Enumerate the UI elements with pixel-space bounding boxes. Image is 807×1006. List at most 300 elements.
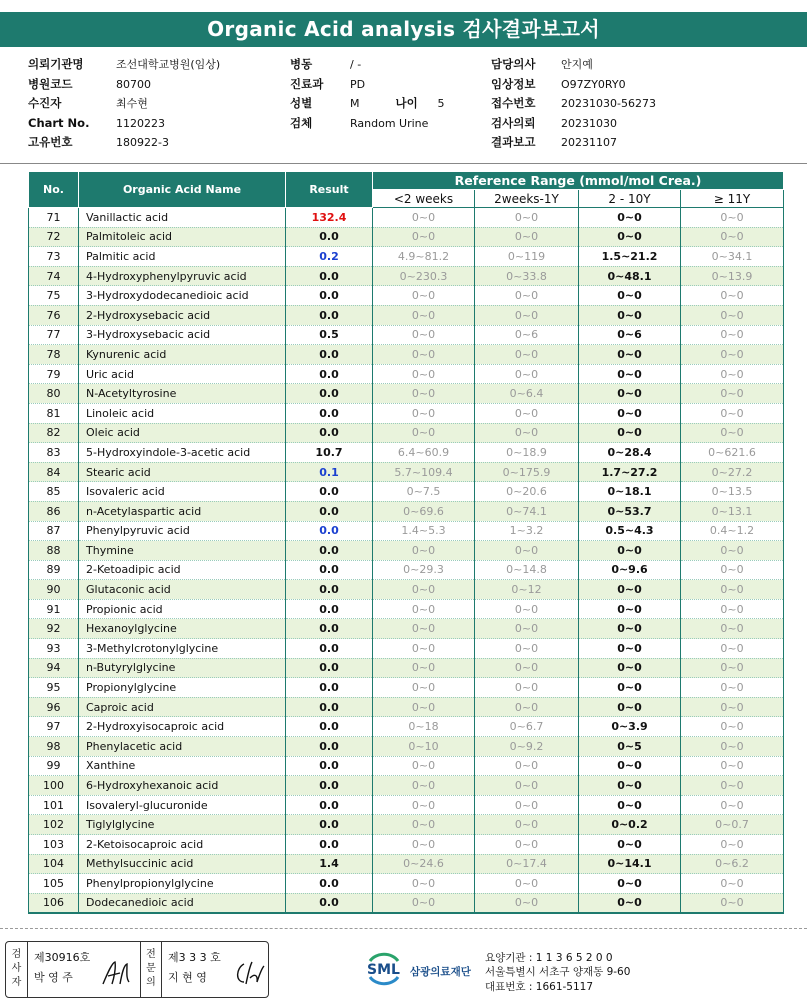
ref-under-2-weeks: 0~0 <box>373 619 475 639</box>
signature-block <box>5 941 269 998</box>
phone-number: 대표번호 : 1661-5117 <box>485 980 594 993</box>
stamp-label-text: 검사자 <box>11 949 22 988</box>
stamp-label-text: 전문의 <box>146 949 156 988</box>
result-value: 0.0 <box>286 227 373 247</box>
result-value: 0.0 <box>286 266 373 286</box>
result-value: 0.0 <box>286 756 373 776</box>
info-row <box>491 75 656 95</box>
contact-info <box>485 951 630 994</box>
result-value: 10.7 <box>286 443 373 463</box>
ref-2weeks-1y: 0~0 <box>475 815 579 835</box>
row-number: 104 <box>29 854 79 874</box>
table-row <box>29 286 784 306</box>
info-row <box>491 94 656 114</box>
ref-over-11y: 0~0 <box>681 423 784 443</box>
col-header-no: No. <box>29 172 79 208</box>
info-row <box>28 94 220 114</box>
row-number: 81 <box>29 403 79 423</box>
row-number: 95 <box>29 678 79 698</box>
ref-2weeks-1y: 1~3.2 <box>475 521 579 541</box>
table-row <box>29 658 784 678</box>
ref-2-10y: 0~0 <box>579 835 681 855</box>
row-number: 71 <box>29 208 79 228</box>
acid-name: Phenylpyruvic acid <box>79 521 286 541</box>
results-table <box>28 171 784 914</box>
acid-name: 2-Ketoisocaproic acid <box>79 835 286 855</box>
ref-over-11y: 0~13.5 <box>681 482 784 502</box>
acid-name: Vanillactic acid <box>79 208 286 228</box>
row-number: 105 <box>29 874 79 894</box>
ref-under-2-weeks: 0~0 <box>373 835 475 855</box>
ref-over-11y: 0~0 <box>681 658 784 678</box>
table-row <box>29 305 784 325</box>
ref-under-2-weeks: 0~0 <box>373 776 475 796</box>
ref-over-11y: 0~13.1 <box>681 501 784 521</box>
ref-2-10y: 0~6 <box>579 325 681 345</box>
col-header-reference: Reference Range (mmol/mol Crea.) <box>373 172 784 190</box>
ref-2-10y: 0~0 <box>579 776 681 796</box>
result-value: 0.0 <box>286 384 373 404</box>
result-value: 0.2 <box>286 247 373 267</box>
info-value: M <box>350 97 360 110</box>
result-value: 132.4 <box>286 208 373 228</box>
ref-2weeks-1y: 0~175.9 <box>475 462 579 482</box>
ref-under-2-weeks: 0~0 <box>373 305 475 325</box>
table-row <box>29 247 784 267</box>
info-label: 진료과 <box>290 76 324 91</box>
ref-under-2-weeks: 0~0 <box>373 756 475 776</box>
ref-under-2-weeks: 0~0 <box>373 325 475 345</box>
ref-col-2-10y: 2 - 10Y <box>579 190 681 208</box>
table-row <box>29 854 784 874</box>
ref-2-10y: 0~0 <box>579 227 681 247</box>
ref-2weeks-1y: 0~0 <box>475 208 579 228</box>
info-row <box>28 75 220 95</box>
specialist-name: 지 현 영 <box>168 971 207 984</box>
table-row <box>29 619 784 639</box>
result-value: 0.0 <box>286 541 373 561</box>
specialist-signature <box>232 958 266 988</box>
acid-name: Stearic acid <box>79 462 286 482</box>
info-label: 의뢰기관명 <box>28 57 84 71</box>
table-row <box>29 443 784 463</box>
ref-col-2weeks-1y: 2weeks-1Y <box>475 190 579 208</box>
row-number: 94 <box>29 658 79 678</box>
ref-over-11y: 0~13.9 <box>681 266 784 286</box>
ref-2-10y: 0~53.7 <box>579 501 681 521</box>
table-row <box>29 560 784 580</box>
ref-under-2-weeks: 0~0 <box>373 403 475 423</box>
result-value: 0.0 <box>286 717 373 737</box>
ref-col-under-2-weeks: <2 weeks <box>373 190 475 208</box>
ref-over-11y: 0~0 <box>681 619 784 639</box>
result-value: 0.0 <box>286 874 373 894</box>
ref-2weeks-1y: 0~74.1 <box>475 501 579 521</box>
info-value: 최수현 <box>116 97 148 110</box>
result-value: 0.0 <box>286 737 373 757</box>
ref-2-10y: 0~0 <box>579 619 681 639</box>
info-column-1 <box>28 55 220 153</box>
specialist-label <box>140 942 162 997</box>
age-value: 5 <box>437 97 445 110</box>
ref-under-2-weeks: 0~69.6 <box>373 501 475 521</box>
row-number: 88 <box>29 541 79 561</box>
table-row <box>29 482 784 502</box>
ref-under-2-weeks: 0~0 <box>373 227 475 247</box>
ref-over-11y: 0~27.2 <box>681 462 784 482</box>
acid-name: N-Acetyltyrosine <box>79 384 286 404</box>
row-number: 84 <box>29 462 79 482</box>
ref-under-2-weeks: 0~18 <box>373 717 475 737</box>
ref-under-2-weeks: 1.4~5.3 <box>373 521 475 541</box>
ref-over-11y: 0~0 <box>681 286 784 306</box>
ref-over-11y: 0~6.2 <box>681 854 784 874</box>
ref-over-11y: 0~0 <box>681 835 784 855</box>
info-value: 20231030-56273 <box>561 97 656 110</box>
info-value: 180922-3 <box>116 136 169 149</box>
info-label: 임상정보 <box>491 76 536 91</box>
result-value: 0.0 <box>286 815 373 835</box>
row-number: 73 <box>29 247 79 267</box>
acid-name: Tiglylglycine <box>79 815 286 835</box>
table-row <box>29 521 784 541</box>
ref-2-10y: 0~0 <box>579 795 681 815</box>
ref-over-11y: 0~0 <box>681 737 784 757</box>
ref-2-10y: 1.7~27.2 <box>579 462 681 482</box>
acid-name: Uric acid <box>79 364 286 384</box>
ref-under-2-weeks: 0~0 <box>373 697 475 717</box>
acid-name: n-Acetylaspartic acid <box>79 501 286 521</box>
row-number: 90 <box>29 580 79 600</box>
ref-over-11y: 0~621.6 <box>681 443 784 463</box>
table-row <box>29 835 784 855</box>
ref-2-10y: 0~0 <box>579 286 681 306</box>
ref-over-11y: 0~0 <box>681 697 784 717</box>
row-number: 78 <box>29 345 79 365</box>
info-label: 검사의뢰 <box>491 115 536 130</box>
ref-2weeks-1y: 0~0 <box>475 874 579 894</box>
table-row <box>29 423 784 443</box>
table-row <box>29 541 784 561</box>
info-label: 수진자 <box>28 96 62 110</box>
ref-over-11y: 0~0 <box>681 717 784 737</box>
acid-name: Glutaconic acid <box>79 580 286 600</box>
result-value: 0.0 <box>286 521 373 541</box>
ref-under-2-weeks: 0~29.3 <box>373 560 475 580</box>
ref-over-11y: 0~0 <box>681 776 784 796</box>
ref-2weeks-1y: 0~33.8 <box>475 266 579 286</box>
examiner-signature <box>100 958 134 988</box>
row-number: 79 <box>29 364 79 384</box>
ref-2-10y: 0~48.1 <box>579 266 681 286</box>
sml-logo <box>364 947 476 989</box>
age-label: 나이 <box>395 96 418 110</box>
ref-2weeks-1y: 0~17.4 <box>475 854 579 874</box>
acid-name: 6-Hydroxyhexanoic acid <box>79 776 286 796</box>
acid-name: 5-Hydroxyindole-3-acetic acid <box>79 443 286 463</box>
ref-over-11y: 0~0 <box>681 639 784 659</box>
footer-divider <box>0 928 807 929</box>
result-value: 0.0 <box>286 835 373 855</box>
ref-under-2-weeks: 0~10 <box>373 737 475 757</box>
ref-over-11y: 0~0 <box>681 364 784 384</box>
info-row <box>28 133 220 153</box>
row-number: 77 <box>29 325 79 345</box>
info-column-3 <box>491 55 656 153</box>
ref-over-11y: 0~34.1 <box>681 247 784 267</box>
col-header-name: Organic Acid Name <box>79 172 286 208</box>
row-number: 103 <box>29 835 79 855</box>
result-value: 0.0 <box>286 776 373 796</box>
ref-2weeks-1y: 0~20.6 <box>475 482 579 502</box>
info-row <box>290 75 445 95</box>
row-number: 80 <box>29 384 79 404</box>
info-label: 검체 <box>290 115 313 130</box>
table-row <box>29 697 784 717</box>
ref-under-2-weeks: 4.9~81.2 <box>373 247 475 267</box>
table-row <box>29 756 784 776</box>
ref-over-11y: 0~0 <box>681 580 784 600</box>
result-value: 0.0 <box>286 639 373 659</box>
acid-name: 3-Hydroxydodecanedioic acid <box>79 286 286 306</box>
info-row <box>491 133 656 153</box>
row-number: 89 <box>29 560 79 580</box>
ref-2weeks-1y: 0~0 <box>475 835 579 855</box>
ref-2weeks-1y: 0~0 <box>475 305 579 325</box>
ref-under-2-weeks: 0~0 <box>373 599 475 619</box>
ref-2weeks-1y: 0~6.7 <box>475 717 579 737</box>
row-number: 72 <box>29 227 79 247</box>
ref-under-2-weeks: 0~230.3 <box>373 266 475 286</box>
result-value: 0.0 <box>286 658 373 678</box>
row-number: 85 <box>29 482 79 502</box>
acid-name: Propionic acid <box>79 599 286 619</box>
table-row <box>29 678 784 698</box>
row-number: 98 <box>29 737 79 757</box>
ref-over-11y: 0~0 <box>681 305 784 325</box>
ref-over-11y: 0~0 <box>681 345 784 365</box>
ref-2-10y: 0~0 <box>579 678 681 698</box>
result-value: 0.0 <box>286 403 373 423</box>
acid-name: 2-Hydroxyisocaproic acid <box>79 717 286 737</box>
table-row <box>29 795 784 815</box>
result-value: 0.0 <box>286 560 373 580</box>
result-value: 0.0 <box>286 364 373 384</box>
info-value: 조선대학교병원(임상) <box>116 58 221 71</box>
table-row <box>29 717 784 737</box>
acid-name: Kynurenic acid <box>79 345 286 365</box>
ref-over-11y: 0~0 <box>681 325 784 345</box>
ref-2-10y: 0~0 <box>579 208 681 228</box>
info-value: 20231030 <box>561 116 617 130</box>
ref-under-2-weeks: 0~0 <box>373 423 475 443</box>
ref-2weeks-1y: 0~0 <box>475 541 579 561</box>
ref-under-2-weeks: 0~0 <box>373 541 475 561</box>
ref-2-10y: 0~0 <box>579 893 681 913</box>
institution-code: 요양기관 : 1 1 3 6 5 2 0 0 <box>485 952 613 964</box>
ref-2weeks-1y: 0~0 <box>475 619 579 639</box>
ref-under-2-weeks: 0~7.5 <box>373 482 475 502</box>
header-divider <box>0 163 807 164</box>
ref-2-10y: 0~0 <box>579 756 681 776</box>
ref-2-10y: 0~0 <box>579 874 681 894</box>
acid-name: Xanthine <box>79 756 286 776</box>
info-column-2 <box>290 55 445 133</box>
table-row <box>29 893 784 913</box>
acid-name: 3-Hydroxysebacic acid <box>79 325 286 345</box>
acid-name: Palmitic acid <box>79 247 286 267</box>
examiner-id: 제30916호 <box>34 951 91 964</box>
ref-2-10y: 0~0.2 <box>579 815 681 835</box>
ref-2weeks-1y: 0~0 <box>475 423 579 443</box>
acid-name: Phenylacetic acid <box>79 737 286 757</box>
table-row <box>29 384 784 404</box>
row-number: 92 <box>29 619 79 639</box>
ref-over-11y: 0~0 <box>681 874 784 894</box>
ref-over-11y: 0~0 <box>681 541 784 561</box>
info-value: 80700 <box>116 77 151 91</box>
ref-under-2-weeks: 0~0 <box>373 815 475 835</box>
info-label: 담당의사 <box>491 57 536 71</box>
ref-under-2-weeks: 0~0 <box>373 364 475 384</box>
ref-under-2-weeks: 0~0 <box>373 678 475 698</box>
ref-2-10y: 0~0 <box>579 423 681 443</box>
info-label: 병동 <box>290 57 313 71</box>
examiner-name: 박 영 주 <box>34 971 73 984</box>
row-number: 82 <box>29 423 79 443</box>
result-value: 0.0 <box>286 795 373 815</box>
acid-name: Propionylglycine <box>79 678 286 698</box>
ref-2weeks-1y: 0~0 <box>475 795 579 815</box>
info-row <box>290 55 445 75</box>
table-row <box>29 776 784 796</box>
info-value: 20231107 <box>561 136 617 149</box>
ref-over-11y: 0~0 <box>681 560 784 580</box>
ref-2weeks-1y: 0~6.4 <box>475 384 579 404</box>
info-value: O97ZY0RY0 <box>561 77 626 91</box>
info-row <box>290 94 445 114</box>
ref-2-10y: 0~14.1 <box>579 854 681 874</box>
table-row <box>29 345 784 365</box>
ref-2weeks-1y: 0~0 <box>475 403 579 423</box>
table-row <box>29 208 784 228</box>
ref-over-11y: 0~0 <box>681 795 784 815</box>
ref-over-11y: 0~0 <box>681 384 784 404</box>
ref-2-10y: 0~0 <box>579 403 681 423</box>
ref-2weeks-1y: 0~12 <box>475 580 579 600</box>
acid-name: Oleic acid <box>79 423 286 443</box>
ref-2-10y: 0~0 <box>579 364 681 384</box>
table-row <box>29 364 784 384</box>
acid-name: Isovaleric acid <box>79 482 286 502</box>
ref-under-2-weeks: 0~0 <box>373 384 475 404</box>
ref-2weeks-1y: 0~0 <box>475 658 579 678</box>
ref-2-10y: 0~0 <box>579 305 681 325</box>
ref-under-2-weeks: 0~0 <box>373 345 475 365</box>
acid-name: Linoleic acid <box>79 403 286 423</box>
ref-2weeks-1y: 0~0 <box>475 364 579 384</box>
result-value: 0.0 <box>286 423 373 443</box>
ref-2-10y: 0~0 <box>579 697 681 717</box>
table-row <box>29 403 784 423</box>
acid-name: n-Butyrylglycine <box>79 658 286 678</box>
info-label: 성별 <box>290 96 313 110</box>
acid-name: Palmitoleic acid <box>79 227 286 247</box>
ref-2-10y: 0~9.6 <box>579 560 681 580</box>
ref-2weeks-1y: 0~0 <box>475 756 579 776</box>
ref-over-11y: 0.4~1.2 <box>681 521 784 541</box>
ref-2-10y: 0~5 <box>579 737 681 757</box>
info-row <box>290 114 445 134</box>
ref-2weeks-1y: 0~14.8 <box>475 560 579 580</box>
ref-over-11y: 0~0 <box>681 599 784 619</box>
row-number: 102 <box>29 815 79 835</box>
specialist-info <box>168 948 221 988</box>
ref-under-2-weeks: 0~0 <box>373 874 475 894</box>
row-number: 86 <box>29 501 79 521</box>
acid-name: Caproic acid <box>79 697 286 717</box>
row-number: 76 <box>29 305 79 325</box>
info-label: 고유번호 <box>28 135 73 149</box>
table-row <box>29 874 784 894</box>
ref-2weeks-1y: 0~0 <box>475 697 579 717</box>
result-value: 0.0 <box>286 619 373 639</box>
row-number: 87 <box>29 521 79 541</box>
table-row <box>29 501 784 521</box>
ref-2-10y: 0~0 <box>579 639 681 659</box>
result-value: 0.0 <box>286 599 373 619</box>
table-row <box>29 227 784 247</box>
row-number: 74 <box>29 266 79 286</box>
address: 서울특별시 서초구 양재동 9-60 <box>485 966 631 979</box>
ref-2weeks-1y: 0~0 <box>475 776 579 796</box>
result-value: 0.0 <box>286 678 373 698</box>
row-number: 91 <box>29 599 79 619</box>
acid-name: 4-Hydroxyphenylpyruvic acid <box>79 266 286 286</box>
ref-2-10y: 0.5~4.3 <box>579 521 681 541</box>
ref-2weeks-1y: 0~119 <box>475 247 579 267</box>
ref-over-11y: 0~0 <box>681 403 784 423</box>
ref-2weeks-1y: 0~0 <box>475 893 579 913</box>
result-value: 0.0 <box>286 482 373 502</box>
acid-name: Isovaleryl-glucuronide <box>79 795 286 815</box>
ref-under-2-weeks: 0~0 <box>373 580 475 600</box>
ref-2-10y: 0~0 <box>579 658 681 678</box>
table-row <box>29 599 784 619</box>
info-label: Chart No. <box>28 115 90 130</box>
ref-2-10y: 0~0 <box>579 599 681 619</box>
result-value: 0.0 <box>286 305 373 325</box>
ref-2-10y: 0~28.4 <box>579 443 681 463</box>
table-row <box>29 325 784 345</box>
table-row <box>29 815 784 835</box>
ref-2weeks-1y: 0~18.9 <box>475 443 579 463</box>
acid-name: Dodecanedioic acid <box>79 893 286 913</box>
ref-over-11y: 0~0 <box>681 756 784 776</box>
ref-2-10y: 0~0 <box>579 384 681 404</box>
col-header-result: Result <box>286 172 373 208</box>
ref-under-2-weeks: 0~0 <box>373 795 475 815</box>
table-row <box>29 580 784 600</box>
ref-2-10y: 0~18.1 <box>579 482 681 502</box>
result-value: 0.5 <box>286 325 373 345</box>
ref-under-2-weeks: 5.7~109.4 <box>373 462 475 482</box>
ref-2-10y: 0~0 <box>579 580 681 600</box>
acid-name: 2-Ketoadipic acid <box>79 560 286 580</box>
row-number: 96 <box>29 697 79 717</box>
acid-name: 3-Methylcrotonylglycine <box>79 639 286 659</box>
acid-name: Thymine <box>79 541 286 561</box>
